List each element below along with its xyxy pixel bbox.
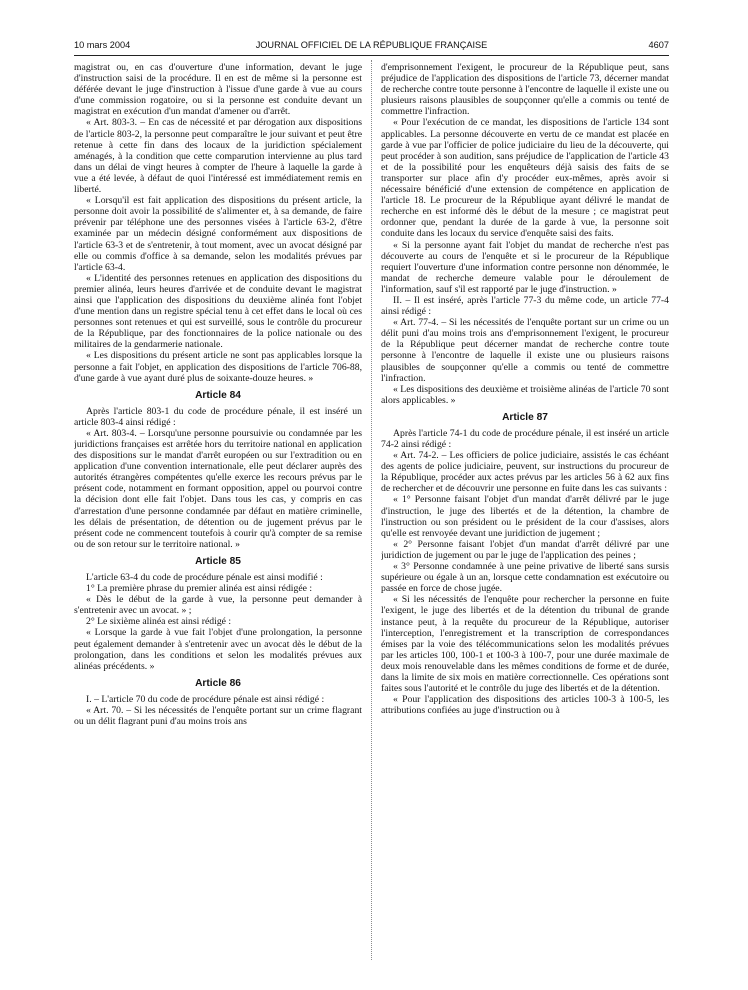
paragraph: II. – Il est inséré, après l'article 77-3 du même code, un article 77-4 ainsi rédigé :	[381, 294, 669, 318]
paragraph: Après l'article 74-1 du code de procédure pénale, il est inséré un article 74-2 ainsi rédigé :	[381, 427, 669, 450]
paragraph: L'article 63-4 du code de procédure pénale est ainsi modifié :	[86, 571, 323, 583]
paragraph: « Lorsqu'il est fait application des dispositions du présent article, la personne doit avoir la possibilité de s'alimenter et, à sa demande, de faire prévenir par téléphone une des personnes visées à l'article 63-2, d'être examinée par un médecin désigné conformément aux dispositions de l'article 63-3 et de s'entretenir, à tout moment, avec un avocat désigné par elle ou commis d'office à sa demande, selon les modalités prévues par l'article 63-4.	[74, 195, 362, 273]
paragraph: « Dès le début de la garde à vue, la personne peut demander à s'entretenir avec un avocat. » ;	[74, 594, 362, 617]
paragraph: « Art. 803-3. – En cas de nécessité et par dérogation aux dispositions de l'article 803-2, la personne peut comparaître le jour suivant et peut être retenue à cette fin dans des locaux de la juridiction spécialement aménagés, à la condition que cette comparution intervienne au plus tard dans un délai de vingt heures à compter de l'heure à laquelle la garde à vue a été levée, à défaut de quoi l'intéressé est immédiatement remis en liberté.	[74, 117, 362, 196]
right-column	[381, 62, 669, 987]
paragraph: « 2° Personne faisant l'objet d'un mandat d'arrêt délivré par une juridiction de jugement ou par le juge de l'application des peines ;	[381, 538, 669, 561]
paragraph: « Les dispositions des deuxième et troisième alinéas de l'article 70 sont alors applicables. »	[381, 383, 669, 406]
article-87-heading: Article 87	[502, 411, 548, 423]
paragraph: magistrat ou, en cas d'ouverture d'une information, devant le juge d'instruction saisi de la procédure. Il en est de même si la personne est déférée devant le juge d'instruction à l'issue d'une garde à vue au cours d'une commission rogatoire, ou si la personne est conduite devant un magistrat en exécution d'un mandat d'amener ou d'arrêt.	[74, 62, 362, 118]
article-85-heading: Article 85	[195, 555, 241, 567]
page-number: 4607	[648, 40, 669, 50]
paragraph: « 3° Personne condamnée à une peine privative de liberté sans sursis supérieure ou égale à un an, lorsque cette condamnation est exécutoire ou passée en force de chose jugée.	[381, 561, 669, 595]
left-column	[74, 62, 362, 987]
header-rule	[74, 55, 669, 56]
header-date: 10 mars 2004	[74, 40, 131, 50]
paragraph: « L'identité des personnes retenues en application des dispositions du premier alinéa, leurs heures d'arrivée et de conduite devant le magistrat ainsi que l'application des dispositions du deuxième alinéa font l'objet d'une mention dans un registre spécial tenu à cet effet dans le local où ces personnes sont retenues et qui est surveillé, sous le contrôle du procureur de la République, par des fonctionnaires de la police nationale ou des militaires de la gendarmerie nationale.	[74, 272, 362, 351]
paragraph: « Art. 70. – Si les nécessités de l'enquête portant sur un crime flagrant ou un délit flagrant puni d'au moins trois ans	[74, 704, 362, 727]
paragraph: 1° La première phrase du premier alinéa est ainsi rédigée :	[86, 583, 313, 595]
paragraph: d'emprisonnement l'exigent, le procureur de la République peut, sans préjudice de l'application des dispositions de l'article 73, décerner mandat de recherche contre toute personne à l'encontre de laquelle il existe une ou plusieurs raisons plausibles de soupçonner qu'elle a commis ou tenté de commettre l'infraction.	[381, 62, 669, 118]
paragraph: « Si les nécessités de l'enquête pour rechercher la personne en fuite l'exigent, le juge des libertés et de la détention du tribunal de grande instance peut, à la requête du procureur de la République, autoriser l'interception, l'enregistrement et la transcription de correspondances émises par la voie des télécommunications selon les modalités prévues par les articles 100, 100-1 et 100-3 à 100-7, pour une durée maximale de deux mois renouvelable dans les mêmes conditions de forme et de durée, dans la limite de six mois en matière correctionnelle. Ces opérations sont faites sous l'autorité et le contrôle du juge des libertés et de la détention.	[381, 594, 669, 695]
paragraph: Après l'article 803-1 du code de procédure pénale, il est inséré un article 803-4 ainsi rédigé :	[74, 405, 362, 428]
page-header	[74, 38, 669, 52]
column-divider	[371, 60, 372, 960]
paragraph: « Lorsque la garde à vue fait l'objet d'une prolongation, la personne peut également demander à s'entretenir avec un avocat dès le début de la prolongation, dans les conditions et selon les modalités prévues aux alinéas précédents. »	[74, 627, 362, 672]
article-86-heading: Article 86	[195, 677, 241, 689]
article-84-heading: Article 84	[195, 389, 241, 401]
paragraph: « Art. 74-2. – Les officiers de police judiciaire, assistés le cas échéant des agents de police judiciaire, peuvent, sur instructions du procureur de la République, procéder aux actes prévus par les articles 56 à 62 aux fins de rechercher et de découvrir une personne en fuite dans les cas suivants :	[381, 450, 669, 495]
paragraph: « 1° Personne faisant l'objet d'un mandat d'arrêt délivré par le juge d'instruction, le juge des libertés et de la détention, la chambre de l'instruction ou son président ou le président de la cour d'assises, alors qu'elle est renvoyée devant une juridiction de jugement ;	[381, 494, 669, 539]
paragraph: « Pour l'application des dispositions des articles 100-3 à 100-5, les attributions confiées au juge d'instruction ou à	[381, 694, 669, 717]
paragraph: « Si la personne ayant fait l'objet du mandat de recherche n'est pas découverte au cours de l'enquête et si le procureur de la République requiert l'ouverture d'une information contre personne non dénommée, le mandat de recherche demeure valable pour le déroulement de l'information, sauf s'il est rapporté par le juge d'instruction. »	[381, 239, 669, 295]
paragraph: « Art. 77-4. – Si les nécessités de l'enquête portant sur un crime ou un délit puni d'au moins trois ans d'emprisonnement l'exigent, le procureur de la République peut décerner mandat de recherche contre toute personne à l'encontre de laquelle il existe une ou plusieurs raisons plausibles de soupçonner qu'elle a commis ou tenté de commettre l'infraction.	[381, 317, 669, 384]
paragraph: 2° Le sixième alinéa est ainsi rédigé :	[86, 616, 232, 628]
paragraph: « Les dispositions du présent article ne sont pas applicables lorsque la personne a fait l'objet, en application des dispositions de l'article 706-88, d'une garde à vue ayant duré plus de soixante-douze heures. »	[74, 350, 362, 384]
paragraph: « Pour l'exécution de ce mandat, les dispositions de l'article 134 sont applicables. La personne découverte en vertu de ce mandat est placée en garde à vue par l'officier de police judiciaire du lieu de la découverte, qui peut procéder à son audition, sans préjudice de l'application de l'article 43 et de la possibilité pour les enquêteurs déjà saisis des faits de se transporter sur place afin d'y procéder eux-mêmes, après avoir si nécessaire bénéficié d'une extension de compétence en application de l'article 18. Le procureur de la République ayant délivré le mandat de recherche en est informé dès le début de la mesure ; ce magistrat peut ordonner que, pendant la durée de la garde à vue, la personne soit conduite dans les locaux du service d'enquête saisi des faits.	[381, 117, 669, 240]
header-title: JOURNAL OFFICIEL DE LA RÉPUBLIQUE FRANÇAISE	[255, 40, 488, 50]
paragraph: « Art. 803-4. – Lorsqu'une personne poursuivie ou condamnée par les juridictions françaises est arrêtée hors du territoire national en application des dispositions sur le mandat d'arrêt européen ou sur l'extradition ou en application d'une convention internationale, elle peut déclarer auprès des autorités étrangères compétentes qu'elle exerce les recours prévus par le présent code, notamment en formant opposition, appel ou pourvoi contre la décision dont elle fait l'objet. Dans tous les cas, y compris en cas d'arrestation d'une personne condamnée par défaut en matière criminelle, les délais de présentation, de détention ou de jugement prévus par le présent code ne commencent toutefois à courir qu'à compter de sa remise ou de son retour sur le territoire national. »	[74, 427, 362, 550]
paragraph: I. – L'article 70 du code de procédure pénale est ainsi rédigé :	[86, 693, 325, 705]
